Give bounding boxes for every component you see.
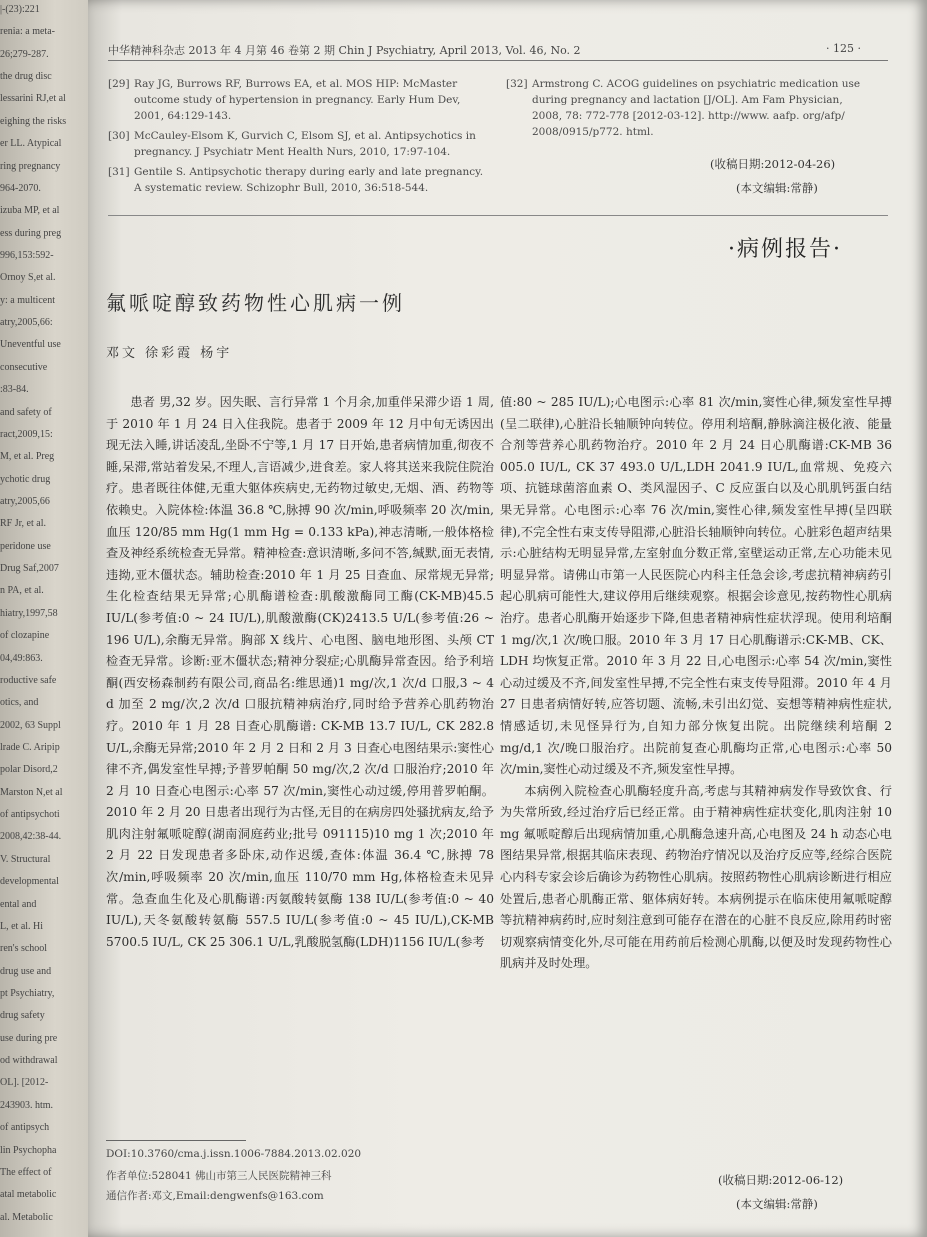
prev-page-fragment: RF Jr, et al. — [0, 518, 46, 530]
prev-page-fragment: al. Metabolic — [0, 1211, 53, 1223]
prev-page-fragment: 04,49:863. — [0, 652, 43, 664]
prev-page-fragment: lrade C. Aripip — [0, 742, 60, 753]
footnote-affiliation: 作者单位:528041 佛山市第三人民医院精神三科 — [106, 1170, 332, 1182]
prev-page-fragment: eighing the risks — [0, 115, 67, 127]
prev-page-fragment: y: a multicent — [0, 294, 55, 306]
article-title: 氟哌啶醇致药物性心肌病一例 — [106, 291, 405, 315]
prev-page-fragment: atal metabolic — [0, 1189, 57, 1201]
reference-line: Gentile S. Antipsychotic therapy during early and late pregnancy. — [134, 166, 484, 178]
prev-page-fragment: pt Psychiatry, — [0, 988, 55, 999]
prev-page-fragment: 2002, 63 Suppl — [0, 719, 61, 731]
reference-number: [32] — [506, 78, 528, 90]
prev-page-fragment: n PA, et al. — [0, 585, 44, 597]
prev-page-fragment: of clozapine — [0, 630, 50, 642]
previous-page-edge — [0, 0, 92, 1237]
prev-page-fragment: ract,2009,15: — [0, 428, 53, 440]
editor-bottom: (本文编辑:常静) — [736, 1197, 818, 1211]
prev-page-fragment: atry,2005,66 — [0, 496, 50, 507]
prev-page-fragment: peridone use — [0, 540, 51, 552]
prev-page-fragment: hiatry,1997,58 — [0, 607, 58, 619]
reference-entry — [108, 128, 498, 160]
reference-number: [30] — [108, 130, 130, 142]
prev-page-fragment: 26;279-287. — [0, 48, 49, 60]
reference-line: Armstrong C. ACOG guidelines on psychiatric medication use — [532, 78, 861, 90]
prev-page-fragment: of antipsychoti — [0, 809, 60, 821]
prev-page-fragment: lin Psychopha — [0, 1144, 57, 1156]
paragraph: 本病例入院检查心肌酶轻度升高,考虑与其精神病发作导致饮食、行为失常所致,经过治疗后已经正常。由于精神病性症状变化,肌肉注射 10 mg 氟哌啶醇后出现病情加重,心肌酶急速升高,心电图及 24 h 动态心电图结果异常,根据其临床表现、药物治疗情况以及治疗反应等,经综合医院心内科专家会诊后确诊为药物性心肌病。按照药物性心肌病诊断进行相应处置后,患者心肌酶正常、躯体病好转。本病例提示在临床使用氟哌啶醇等抗精神病药时,应时刻注意到可能存在潜在的心脏不良反应,除用药时密切观察病情变化外,尽可能在用药前后检测心肌酶,以便及时发现药物性心肌病并及时处理。 — [500, 783, 892, 971]
prev-page-fragment: Uneventful use — [0, 339, 61, 351]
prev-page-fragment: polar Disord,2 — [0, 764, 58, 776]
running-header: 中华精神科杂志 2013 年 4 月第 46 卷第 2 期 Chin J Psychiatry, April 2013, Vol. 46, No. 2 — [108, 44, 581, 57]
prev-page-fragment: Marston N,et al — [0, 786, 63, 798]
prev-page-fragment: ring pregnancy — [0, 160, 61, 172]
prev-page-fragment: er LL. Atypical — [0, 138, 62, 150]
reference-entry — [108, 164, 498, 196]
prev-page-fragment: izuba MP, et al — [0, 205, 60, 217]
reference-number: [31] — [108, 166, 130, 178]
reference-line: outcome study of hypertension in pregnancy. Early Hum Dev, — [134, 94, 461, 106]
reference-line: 2008, 78: 772-778 [2012-03-12]. http://www. aafp. org/afp/ — [532, 110, 845, 122]
body-column-left — [106, 392, 494, 953]
page-number: · 125 · — [826, 42, 861, 55]
editor-top: (本文编辑:常静) — [736, 181, 818, 195]
received-date-bottom: (收稿日期:2012-06-12) — [718, 1173, 844, 1187]
prev-page-fragment: L, et al. Hi — [0, 920, 44, 932]
footnote-doi: DOI:10.3760/cma.j.issn.1006-7884.2013.02.020 — [106, 1148, 362, 1160]
footnote-correspondence: 通信作者:邓文,Email:dengwenfs@163.com — [106, 1190, 324, 1202]
prev-page-fragment: OL]. [2012- — [0, 1077, 49, 1089]
prev-page-fragment: |-(23):221 — [0, 4, 40, 15]
reference-line: McCauley-Elsom K, Gurvich C, Elsom SJ, et al. Antipsychotics in — [134, 130, 476, 142]
prev-page-fragment: :83-84. — [0, 384, 29, 396]
reference-entry — [506, 76, 896, 140]
prev-page-fragment: od withdrawal — [0, 1055, 58, 1067]
prev-page-fragment: 964-2070. — [0, 182, 41, 194]
prev-page-fragment: of antipsych — [0, 1122, 50, 1134]
journal-page — [88, 0, 927, 1237]
reference-line: 2008/0915/p772. html. — [532, 126, 654, 138]
prev-page-fragment: the drug disc — [0, 71, 52, 83]
prev-page-fragment: atry,2005,66: — [0, 317, 53, 329]
prev-page-fragment: M, et al. Preg — [0, 451, 55, 463]
prev-page-fragment: ental and — [0, 898, 37, 910]
prev-page-fragment: V. Structural — [0, 853, 51, 865]
prev-page-fragment: and safety of — [0, 406, 52, 418]
paragraph: 患者 男,32 岁。因失眠、言行异常 1 个月余,加重伴呆滞少语 1 周,于 2010 年 1 月 24 日入住我院。患者于 2009 年 12 月中旬无诱因出现无法入睡,讲话凌乱,坐卧不宁等,1 月 17 日开始,患者病情加重,彻夜不睡,呆滞,常站着发呆,不理人,言语减少,进食差。家人将其送来我院住院治疗。患者既往体健,无重大躯体疾病史,无药物过敏史,无烟、酒、药物等依赖史。入院体检:体温 36.8 ℃,脉搏 90 次/min,呼吸频率 20 次/min,血压 120/85 mm Hg(1 mm Hg = 0.133 kPa),神志清晰,一般体格检查及神经系统检查无异常。精神检查:意识清晰,多问不答,缄默,面无表情,违拗,亚木僵状态。辅助检查:2010 年 1 月 25 日查血、尿常规无异常;生化检查结果无异常;心肌酶谱检查:肌酸激酶同工酶(CK-MB)45.5 IU/L(参考值:0 ~ 24 IU/L),肌酸激酶(CK)2413.5 U/L(参考值:26 ~ 196 U/L),余酶无异常。胸部 X 线片、心电图、脑电地形图、头颅 CT 检查无异常。诊断:亚木僵状态;精神分裂症;心肌酶异常查因。给予利培酮(西安杨森制药有限公司,商品名:维思通)1 mg/次,1 次/d 口服,3 ~ 4 d 加至 2 mg/次,2 次/d 口服抗精神病治疗,同时给予营养心肌药物治疗。2010 年 1 月 28 日查心肌酶谱: CK-MB 13.7 IU/L, CK 282.8 U/L,余酶无异常;2010 年 2 月 2 日和 2 月 3 日查心电图结果示:窦性心律不齐,偶发室性早搏;予普罗帕酮 50 mg/次,2 次/d 口服治疗;2010 年 2 月 10 日查心电图示:心率 57 次/min,窦性心动过缓,停用普罗帕酮。2010 年 2 月 20 日患者出现行为古怪,无目的在病房四处骚扰病友,给予肌肉注射氟哌啶醇(湖南洞庭药业;批号 091115)10 mg 1 次;2010 年 2 月 22 日发现患者多卧床,动作迟缓,查体:体温 36.4 ℃,脉搏 78 次/min,呼吸频率 20 次/min,血压 110/70 mm Hg,体格检查未见异常。急查血生化及心肌酶谱:丙氨酸转氨酶 138 IU/L(参考值:0 ~ 40 IU/L),天冬氨酸转氨酶 557.5 IU/L(参考值:0 ~ 45 IU/L),CK-MB 5700.5 IU/L, CK 25 306.1 U/L,乳酸脱氢酶(LDH)1156 IU/L(参考 — [106, 395, 494, 949]
prev-page-fragment: 243903. htm. — [0, 1099, 54, 1111]
prev-page-fragment: 2008,42:38-44. — [0, 831, 62, 843]
prev-page-fragment: Drug Saf,2007 — [0, 563, 59, 575]
prev-page-fragment: drug use and — [0, 965, 52, 977]
prev-page-fragment: use during pre — [0, 1032, 58, 1044]
reference-line: pregnancy. J Psychiatr Ment Health Nurs, 2010, 17:97-104. — [134, 146, 451, 158]
reference-line: during pregnancy and lactation [J/OL]. Am Fam Physician, — [532, 94, 843, 106]
reference-line: Ray JG, Burrows RF, Burrows EA, et al. MOS HIP: McMaster — [134, 78, 458, 90]
prev-page-fragment: 996,153:592- — [0, 250, 54, 261]
reference-line: 2001, 64:129-143. — [134, 110, 232, 122]
prev-page-fragment: The effect of — [0, 1166, 52, 1178]
prev-page-fragment: Ornoy S,et al. — [0, 272, 56, 284]
prev-page-fragment: ren's school — [0, 943, 48, 955]
header-rule — [108, 60, 888, 61]
prev-page-fragment: consecutive — [0, 361, 48, 373]
prev-page-fragment: ychotic drug — [0, 473, 51, 485]
prev-page-fragment: ess during preg — [0, 227, 62, 239]
authors: 邓文 徐彩霞 杨宇 — [106, 346, 233, 361]
paragraph: 值:80 ~ 285 IU/L);心电图示:心率 81 次/min,窦性心律,频发室性早搏(呈二联律),心脏沿长轴顺钟向转位。停用利培酮,静脉滴注极化液、能量合剂等营养心肌药物治疗。2010 年 2 月 24 日心肌酶谱:CK-MB 36 005.0 IU/L, CK 37 493.0 U/L,LDH 2041.9 IU/L,血常规、免疫六项、抗链球菌溶血素 O、类风湿因子、C 反应蛋白以及心肌肌钙蛋白结果无异常。心电图示:心率 76 次/min,窦性心律,频发室性早搏(呈四联律),不完全性右束支传导阻滞,心脏沿长轴顺钟向转位。心脏彩色超声结果示:心脏结构无明显异常,左室射血分数正常,室壁运动正常,左心功能未见明显异常。请佛山市第一人民医院心内科主任急会诊,考虑抗精神病药引起心肌病可能性大,建议停用后继续观察。根据会诊意见,按药物性心肌病治疗。患者心肌酶开始逐步下降,但患者精神病性症状浮现。使用利培酮 1 mg/次,1 次/晚口服。2010 年 3 月 17 日心肌酶谱示:CK-MB、CK、LDH 均恢复正常。2010 年 3 月 22 日,心电图示:心率 54 次/min,窦性心动过缓及不齐,间发室性早搏,不完全性右束支传导阻滞。2010 年 4 月 27 日患者病情好转,应答切题、流畅,未引出幻觉、妄想等精神病性症状,情感适切,未见怪异行为,自知力部分恢复出院。出院继续利培酮 2 mg/d,1 次/晚口服治疗。出院前复查心肌酶均正常,心电图示:心率 50 次/min,窦性心动过缓及不齐,频发室性早搏。 — [500, 395, 892, 777]
received-date-top: (收稿日期:2012-04-26) — [710, 157, 836, 171]
section-label: ·病例报告· — [728, 237, 842, 262]
prev-page-fragment: otics, and — [0, 697, 39, 709]
reference-line: A systematic review. Schizophr Bull, 2010, 36:518-544. — [134, 182, 429, 194]
reference-entry — [108, 76, 498, 124]
body-column-right — [500, 392, 892, 975]
section-rule — [108, 215, 888, 216]
reference-number: [29] — [108, 78, 130, 90]
prev-page-fragment: roductive safe — [0, 674, 57, 686]
footnote-rule — [106, 1140, 246, 1141]
prev-page-fragment: developmental — [0, 876, 59, 888]
prev-page-fragment: drug safety — [0, 1010, 45, 1022]
prev-page-fragment: renia: a meta- — [0, 26, 55, 38]
prev-page-fragment: lessarini RJ,et al — [0, 93, 66, 105]
